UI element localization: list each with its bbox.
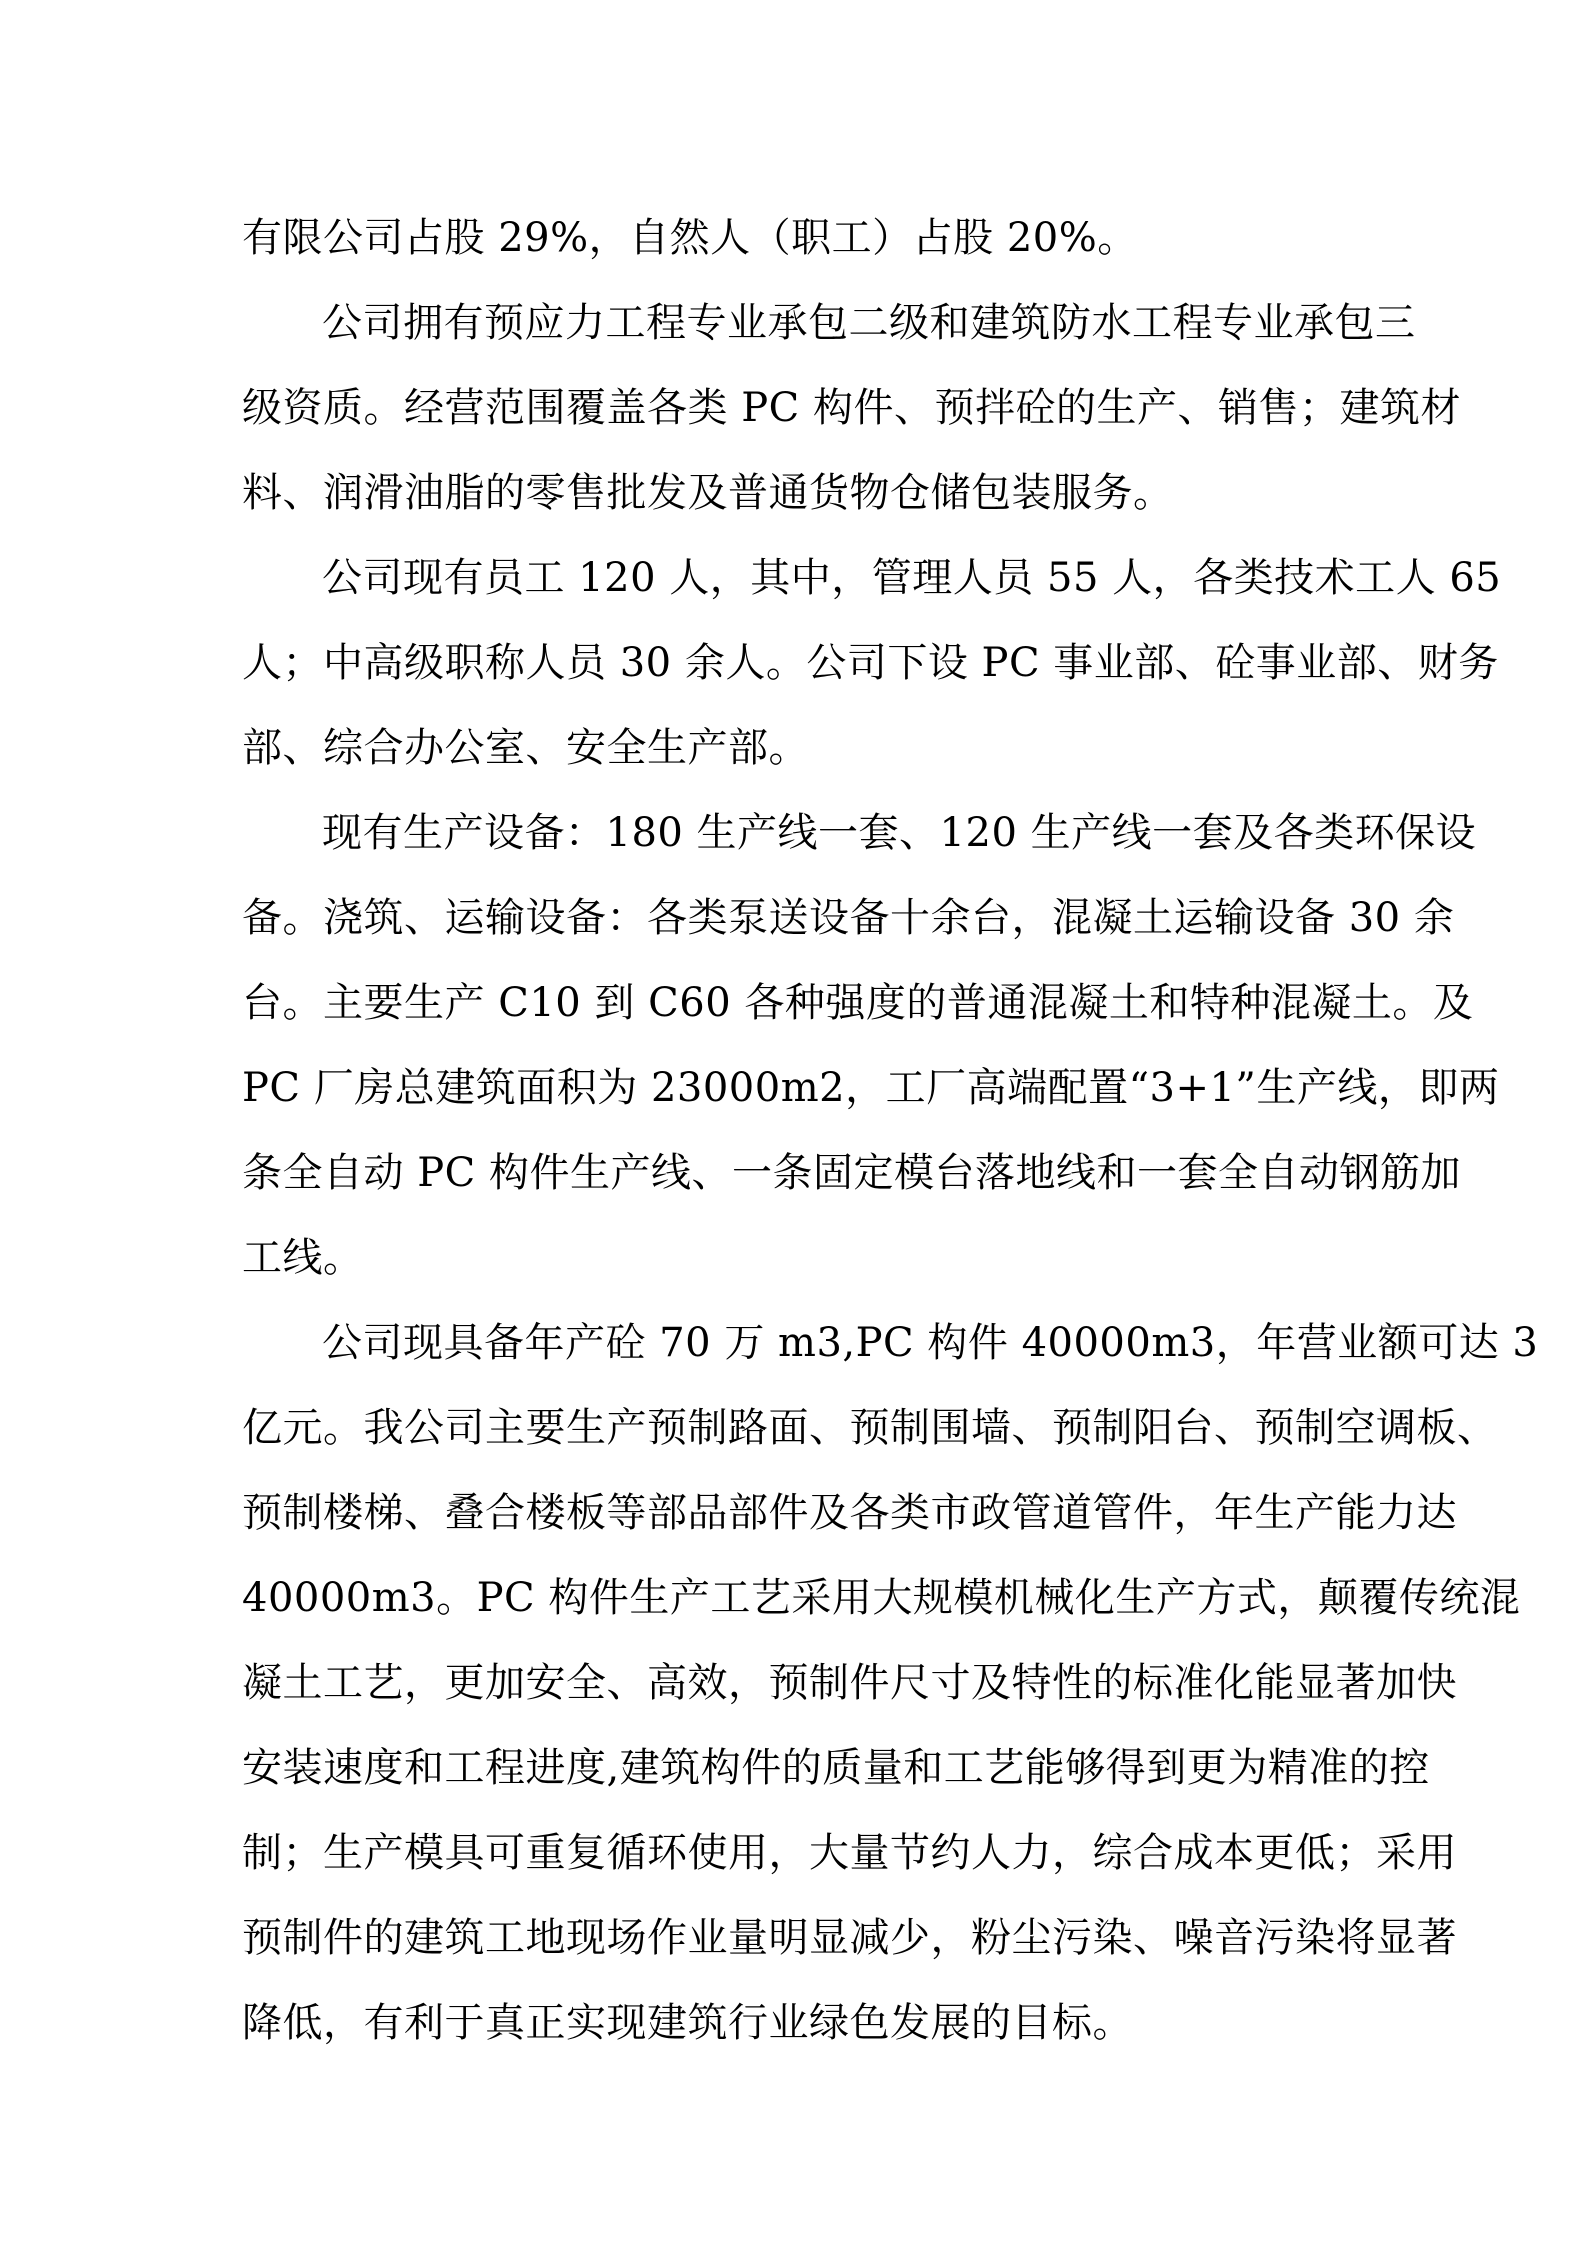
paragraph (242, 791, 1500, 1301)
text-line: 凝土工艺，更加安全、高效，预制件尺寸及特性的标准化能显著加快 (242, 1660, 1457, 1706)
text-line: 亿元。我公司主要生产预制路面、预制围墙、预制阳台、预制空调板、 (242, 1405, 1498, 1451)
paragraph (242, 536, 1502, 791)
text-line: 公司现具备年产砼 70 万 m3,PC 构件 40000m3，年营业额可达 3 (322, 1320, 1539, 1366)
text-line: 现有生产设备：180 生产线一套、120 生产线一套及各类环保设 (322, 810, 1477, 856)
text-line: 台。主要生产 C10 到 C60 各种强度的普通混凝土和特种混凝土。及 (242, 980, 1474, 1026)
paragraph (242, 281, 1461, 536)
text-line: 安装速度和工程进度,建筑构件的质量和工艺能够得到更为精准的控 (242, 1745, 1430, 1791)
text-line: 降低，有利于真正实现建筑行业绿色发展的目标。 (242, 2000, 1133, 2046)
text-line: 40000m3。PC 构件生产工艺采用大规模机械化生产方式，颠覆传统混 (242, 1575, 1521, 1621)
text-line: 人；中高级职称人员 30 余人。公司下设 PC 事业部、砼事业部、财务 (242, 640, 1499, 686)
text-line: 预制件的建筑工地现场作业量明显减少，粉尘污染、噪音污染将显著 (242, 1915, 1457, 1961)
text-line: 公司现有员工 120 人，其中，管理人员 55 人，各类技术工人 65 (322, 555, 1502, 601)
text-line: 工线。 (242, 1235, 364, 1281)
text-line: 公司拥有预应力工程专业承包二级和建筑防水工程专业承包三 (322, 300, 1416, 346)
paragraph (242, 196, 1354, 281)
paragraph (242, 1301, 1539, 2066)
text-line: 预制楼梯、叠合楼板等部品部件及各类市政管道管件，年生产能力达 (242, 1490, 1457, 1536)
text-line: 部、综合办公室、安全生产部。 (242, 725, 809, 771)
text-line: 有限公司占股 29%，自然人（职工）占股 20%。 (242, 215, 1138, 261)
text-line: 级资质。经营范围覆盖各类 PC 构件、预拌砼的生产、销售；建筑材 (242, 385, 1461, 431)
text-line: 备。浇筑、运输设备：各类泵送设备十余台，混凝土运输设备 30 余 (242, 895, 1455, 941)
text-line: 料、润滑油脂的零售批发及普通货物仓储包装服务。 (242, 470, 1174, 516)
text-line: 制；生产模具可重复循环使用，大量节约人力，综合成本更低；采用 (242, 1830, 1457, 1876)
text-column (242, 196, 1539, 2066)
text-line: PC 厂房总建筑面积为 23000m2，工厂高端配置“3+1”生产线，即两 (242, 1065, 1500, 1111)
text-line: 条全自动 PC 构件生产线、一条固定模台落地线和一套全自动钢筋加 (242, 1150, 1461, 1196)
